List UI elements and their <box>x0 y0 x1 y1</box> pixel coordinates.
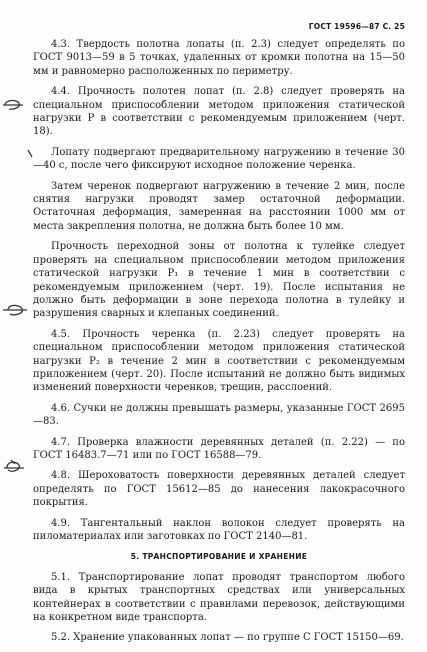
paragraph-4-5: 4.5. Прочность черенка (п. 2.23) следует проверять на специальном приспособлении методом приложения статической нагрузки P₂ в течение 2 мин в соответствии с рекомендуемым приложением (черт. 20). После испытаний не должно быть видимых изменений поверхности черенков, трещин, расслоений. <box>33 328 405 394</box>
paragraph-4-3: 4.3. Твердость полотна лопаты (п. 2.3) следует определять по ГОСТ 9013—59 в 5 точках, удаленных от кромки полотна на 15—50 мм и равномерно расположенных по периметру. <box>33 39 405 77</box>
paragraph-4-4-transition: Прочность переходной зоны от полотна к тулейке следует проверять на специальном приспособлении методом приложения статической нагрузки P₁ в течение 1 мин в соответствии с рекомендуемым приложением (черт. 19). После испытания не должно быть деформации в зоне перехода полотна в тулейку и разрушения сварных и клепаных соединений. <box>33 241 405 320</box>
section-title: 5. ТРАНСПОРТИРОВАНИЕ И ХРАНЕНИЕ <box>130 552 308 562</box>
paragraph-4-4-preload: Лопату подвергают предварительному нагружению в течение 30—40 с, после чего фиксируют исходное положение черенка. <box>33 146 405 172</box>
margin-mark-icon-2 <box>2 302 28 318</box>
paragraph-4-6: 4.6. Сучки не должны превышать размеры, указанные ГОСТ 2695—83. <box>33 402 405 428</box>
paragraph-4-4-deformation: Затем черенок подвергают нагружению в течение 2 мин, после снятия нагрузки проводят замер остаточной деформации. Остаточная деформация, замеренная на расстоянии 1000 мм от места закрепления полотна, не должна быть более 10 мм. <box>33 180 405 232</box>
paragraph-4-9: 4.9. Тангентальный наклон волокон следует проверять на пиломатериалах или заготовках по ГОСТ 2140—81. <box>33 517 405 542</box>
paragraph-4-4: 4.4. Прочность полотен лопат (п. 2.8) следует проверять на специальном приспособлении методом приложения статической нагрузки P в соответствии с рекомендуемым приложением (черт. 18). <box>33 86 405 138</box>
paragraph-5-1: 5.1. Транспортирование лопат проводят транспортом любого вида в крытых транспортных средствах или универсальных контейнерах в соответствии с правилами перевозок, действующими на конкретном виде транспорта. <box>33 571 405 624</box>
paragraph-4-7: 4.7. Проверка влажности деревянных деталей (п. 2.22) — по ГОСТ 16483.7—71 или по ГОСТ 16588—79. <box>33 436 405 461</box>
margin-mark-icon <box>2 98 24 112</box>
paragraph-5-2: 5.2. Хранение упакованных лопат — по группе С ГОСТ 15150—69. <box>51 632 404 644</box>
margin-mark-icon-3 <box>2 458 26 476</box>
paragraph-4-8: 4.8. Шероховатость поверхности деревянных деталей следует определять по ГОСТ 15612—85 до нанесения лакокрасочного покрытия. <box>33 470 405 509</box>
page-header: ГОСТ 19596—87 С. 25 <box>308 22 405 31</box>
document-body <box>33 38 405 652</box>
